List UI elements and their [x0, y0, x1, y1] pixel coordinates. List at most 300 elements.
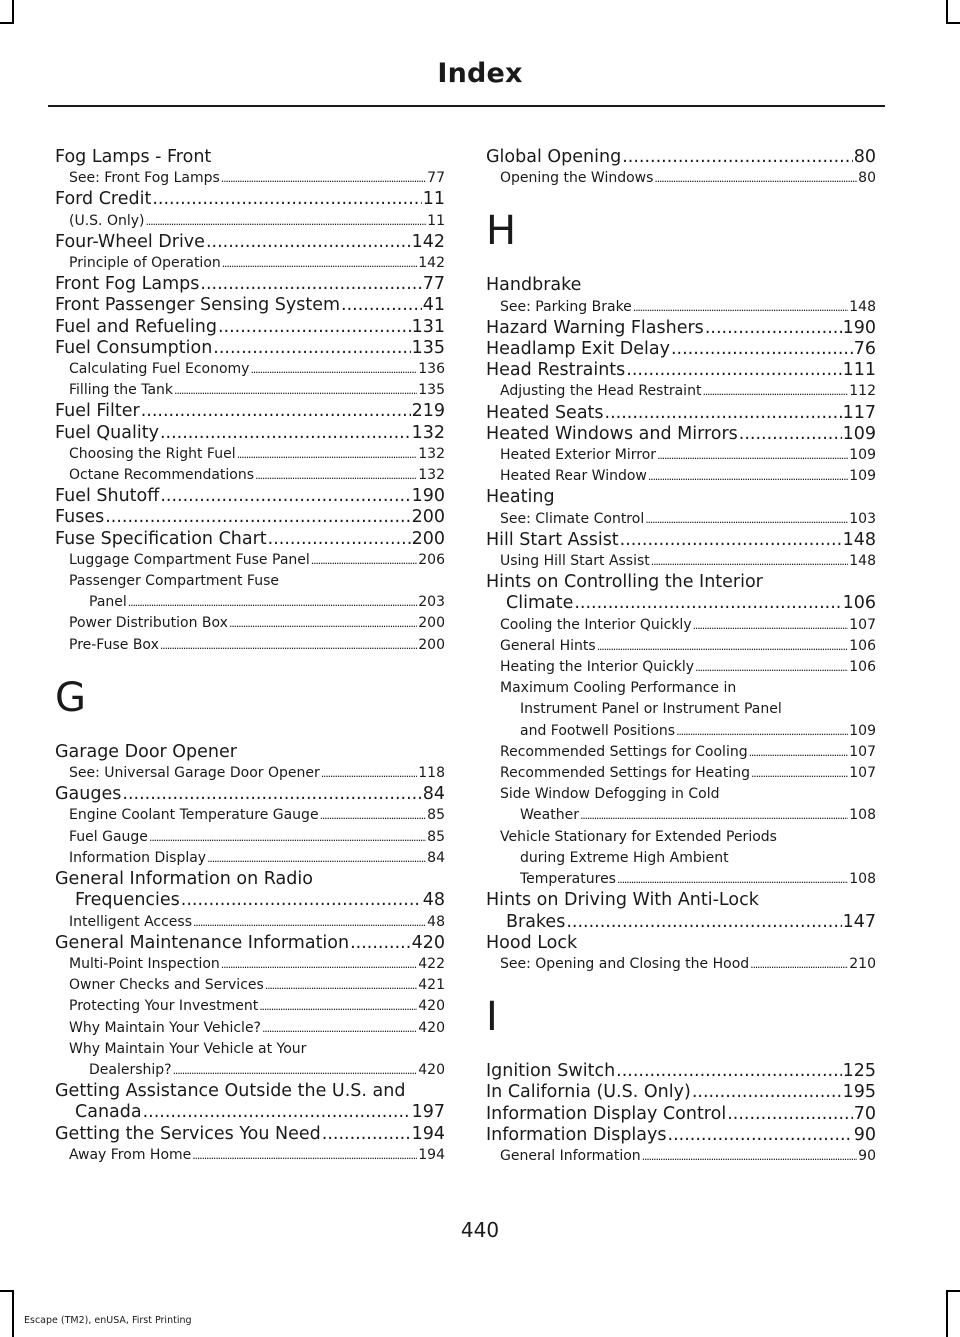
- page-ref: 200: [418, 636, 445, 653]
- entry-text: Intelligent Access: [69, 913, 193, 930]
- index-subentry: [486, 805, 876, 826]
- page-ref: 125: [842, 1061, 876, 1082]
- entry-text: Why Maintain Your Vehicle at Your: [69, 1040, 307, 1057]
- entry-text: Opening the Windows: [500, 170, 654, 187]
- dot-leader: [739, 424, 842, 445]
- entry-text: Fuel and Refueling: [55, 316, 217, 337]
- entry-text: Gauges: [55, 784, 122, 805]
- page-ref: 200: [418, 615, 445, 632]
- page-ref: 84: [427, 849, 445, 866]
- entry-text: Fuel Consumption: [55, 337, 213, 358]
- index-entry: [55, 1102, 445, 1123]
- index-entry: [55, 890, 445, 911]
- index-subentry: [486, 445, 876, 466]
- dot-leader: [128, 592, 417, 613]
- entry-text: Fog Lamps - Front: [55, 147, 212, 167]
- index-entry: [486, 147, 876, 168]
- index-entry: [486, 1082, 876, 1103]
- index-subentry: [55, 592, 445, 613]
- index-subentry: [55, 635, 445, 656]
- entry-text: See: Climate Control: [500, 510, 645, 527]
- entry-text: Passenger Compartment Fuse: [69, 573, 279, 590]
- index-subentry: [486, 763, 876, 784]
- dot-leader: [749, 742, 849, 763]
- dot-leader: [206, 232, 411, 253]
- page-ref: 136: [418, 361, 445, 378]
- entry-text: Fuse Specification Chart: [55, 528, 267, 549]
- entry-text: Hill Start Assist: [486, 529, 619, 550]
- dot-leader: [750, 954, 848, 975]
- entry-text: and Footwell Positions: [520, 722, 676, 739]
- entry-text: General Maintenance Information: [55, 932, 350, 953]
- entry-text: Ignition Switch: [486, 1061, 616, 1082]
- page-ref: 77: [427, 170, 445, 187]
- index-entry: [55, 1124, 445, 1145]
- dot-leader: [200, 274, 421, 295]
- dot-leader: [193, 912, 426, 933]
- index-subentry: [486, 636, 876, 657]
- dot-leader: [580, 805, 848, 826]
- entry-text: Fuel Quality: [55, 422, 159, 443]
- entry-text: Fuel Filter: [55, 401, 140, 422]
- page-ref: 197: [411, 1102, 445, 1123]
- page-ref: 421: [418, 977, 445, 994]
- index-subentry: [486, 784, 876, 805]
- entry-text: Head Restraints: [486, 360, 626, 381]
- page-ref: 112: [849, 383, 876, 400]
- index-column-right: [486, 147, 876, 1167]
- entry-text: General Information: [500, 1147, 641, 1164]
- page-ref: 420: [418, 998, 445, 1015]
- index-subentry: [55, 1018, 445, 1039]
- dot-leader: [320, 805, 427, 826]
- page-ref: 131: [411, 316, 445, 337]
- index-entry: [486, 318, 876, 339]
- index-subentry: [486, 551, 876, 572]
- index-entry: [486, 890, 876, 911]
- index-subentry: [55, 848, 445, 869]
- crop-mark: [12, 1290, 14, 1337]
- page-ref: 132: [418, 445, 445, 462]
- entry-text: Hints on Driving With Anti-Lock: [486, 890, 759, 911]
- page-ref: 108: [849, 871, 876, 888]
- index-subentry: [486, 297, 876, 318]
- dot-leader: [268, 529, 411, 550]
- entry-text: Garage Door Opener: [55, 741, 237, 762]
- page-ref: 420: [411, 932, 445, 953]
- dot-leader: [751, 763, 848, 784]
- page-ref: 90: [853, 1124, 876, 1145]
- entry-text: Maximum Cooling Performance in: [500, 680, 737, 697]
- crop-mark: [946, 1290, 948, 1337]
- dot-leader: [250, 359, 417, 380]
- index-entry: [55, 486, 445, 507]
- page-ref: 80: [858, 170, 876, 187]
- entry-text: Why Maintain Your Vehicle?: [69, 1019, 261, 1036]
- dot-leader: [668, 1125, 853, 1146]
- dot-leader: [255, 465, 417, 486]
- dot-leader: [259, 996, 417, 1017]
- dot-leader: [657, 445, 848, 466]
- entry-text: Information Display: [69, 849, 207, 866]
- index-subentry: [486, 721, 876, 742]
- entry-text: Heated Rear Window: [500, 468, 647, 485]
- dot-leader: [671, 339, 853, 360]
- entry-text: In California (U.S. Only): [486, 1082, 691, 1103]
- index-subentry: [55, 996, 445, 1017]
- dot-leader: [192, 1145, 417, 1166]
- dot-leader: [692, 1082, 842, 1103]
- dot-leader: [676, 721, 848, 742]
- index-subentry: [486, 869, 876, 890]
- index-subentry: [486, 657, 876, 678]
- dot-leader: [174, 380, 417, 401]
- entry-text: Frequencies: [75, 890, 180, 911]
- crop-mark: [946, 0, 948, 24]
- page-ref: 190: [842, 317, 876, 338]
- entry-text: Power Distribution Box: [69, 615, 228, 632]
- dot-leader: [181, 890, 422, 911]
- index-subentry: [55, 763, 445, 784]
- entry-text: Fuses: [55, 507, 105, 528]
- entry-text: See: Opening and Closing the Hood: [500, 955, 750, 972]
- index-entry: [486, 912, 876, 933]
- dot-leader: [218, 317, 411, 338]
- index-subentry: [486, 954, 876, 975]
- dot-leader: [620, 530, 842, 551]
- page-ref: 90: [858, 1147, 876, 1164]
- index-subentry: [55, 1145, 445, 1166]
- page-ref: 135: [411, 337, 445, 358]
- index-subentry: [55, 954, 445, 975]
- entry-text: Away From Home: [69, 1146, 192, 1163]
- entry-text: Heating the Interior Quickly: [500, 659, 695, 676]
- entry-text: See: Universal Garage Door Opener: [69, 765, 320, 782]
- index-entry: [55, 1081, 445, 1102]
- entry-text: Panel: [89, 594, 127, 611]
- index-entry: [55, 869, 445, 890]
- section-letter: G: [55, 674, 86, 721]
- entry-text: Cooling the Interior Quickly: [500, 616, 692, 633]
- dot-leader: [605, 403, 842, 424]
- entry-text: Headlamp Exit Delay: [486, 339, 670, 360]
- index-subentry: [486, 848, 876, 869]
- dot-leader: [616, 1061, 841, 1082]
- entry-text: Principle of Operation: [69, 255, 221, 272]
- index-subentry: [486, 168, 876, 189]
- page-ref: 109: [849, 447, 876, 464]
- page-ref: 85: [427, 807, 445, 824]
- page-ref: 118: [418, 765, 445, 782]
- page-title: Index: [437, 58, 523, 89]
- footer-text: Escape (TM2), enUSA, First Printing: [24, 1315, 192, 1326]
- page-ref: 206: [418, 551, 445, 568]
- entry-text: during Extreme High Ambient: [520, 849, 729, 866]
- entry-text: Dealership?: [89, 1061, 172, 1078]
- dot-leader: [213, 338, 410, 359]
- index-subentry: [55, 211, 445, 232]
- dot-leader: [173, 1060, 418, 1081]
- index-entry: [55, 295, 445, 316]
- dot-leader: [705, 318, 842, 339]
- dot-leader: [265, 975, 417, 996]
- page-ref: 200: [411, 528, 445, 549]
- index-subentry: [486, 615, 876, 636]
- index-subentry: [486, 509, 876, 530]
- page-ref: 132: [411, 422, 445, 443]
- page-ref: 422: [418, 955, 445, 972]
- entry-text: Getting the Services You Need: [55, 1123, 321, 1144]
- entry-text: Recommended Settings for Cooling: [500, 743, 748, 760]
- page-ref: 109: [842, 423, 876, 444]
- dot-leader: [122, 784, 421, 805]
- entry-text: Pre-Fuse Box: [69, 636, 159, 653]
- page-ref: 109: [849, 468, 876, 485]
- page-ref: 48: [422, 890, 445, 911]
- entry-text: (U.S. Only): [69, 212, 145, 229]
- index-entry: [486, 403, 876, 424]
- page-ref: 80: [853, 147, 876, 167]
- index-subentry: [55, 613, 445, 634]
- index-subentry: [55, 571, 445, 592]
- page-ref: 103: [849, 510, 876, 527]
- index-entry: [486, 1104, 876, 1125]
- index-entry: [486, 933, 876, 954]
- entry-text: See: Parking Brake: [500, 298, 632, 315]
- dot-leader: [642, 1146, 858, 1167]
- page-ref: 106: [849, 659, 876, 676]
- crop-mark: [0, 1290, 14, 1292]
- section-letter: H: [486, 208, 517, 255]
- entry-text: Multi-Point Inspection: [69, 955, 220, 972]
- entry-text: Owner Checks and Services: [69, 977, 264, 994]
- entry-text: Hood Lock: [486, 932, 578, 953]
- dot-leader: [221, 168, 426, 189]
- index-entry: [486, 275, 876, 296]
- entry-text: Ford Credit: [55, 189, 152, 210]
- index-entry: [486, 339, 876, 360]
- index-entry: [55, 401, 445, 422]
- index-entry: [55, 147, 445, 168]
- index-entry: [55, 933, 445, 954]
- dot-leader: [322, 1124, 411, 1145]
- crop-mark: [946, 1290, 960, 1292]
- page-ref: 132: [418, 467, 445, 484]
- dot-leader: [654, 168, 857, 189]
- entry-text: Temperatures: [520, 871, 616, 888]
- entry-text: Heated Windows and Mirrors: [486, 423, 738, 444]
- index-subentry: [55, 1039, 445, 1060]
- page-ref: 107: [849, 743, 876, 760]
- crop-mark: [946, 22, 960, 24]
- page-ref: 11: [422, 189, 445, 210]
- entry-text: Climate: [506, 593, 574, 614]
- dot-leader: [105, 507, 410, 528]
- dot-leader: [222, 253, 418, 274]
- page-ref: 148: [842, 529, 876, 550]
- page-ref: 219: [411, 401, 445, 422]
- crop-mark: [12, 0, 14, 24]
- page-ref: 148: [849, 298, 876, 315]
- index-subentry: [55, 550, 445, 571]
- dot-leader: [695, 657, 848, 678]
- page-ref: 420: [418, 1061, 445, 1078]
- page-ref: 190: [411, 486, 445, 507]
- entry-text: Weather: [520, 807, 579, 824]
- index-subentry: [486, 827, 876, 848]
- dot-leader: [141, 401, 411, 422]
- entry-text: General Hints: [500, 637, 596, 654]
- entry-text: Information Displays: [486, 1124, 667, 1145]
- dot-leader: [617, 869, 848, 890]
- page-ref: 108: [849, 807, 876, 824]
- entry-text: Front Fog Lamps: [55, 274, 200, 295]
- entry-text: Using Hill Start Assist: [500, 553, 650, 570]
- page-number: 440: [460, 1218, 500, 1242]
- entry-text: Hazard Warning Flashers: [486, 317, 704, 338]
- dot-leader: [633, 297, 848, 318]
- index-subentry: [55, 975, 445, 996]
- index-subentry: [486, 466, 876, 487]
- entry-text: Adjusting the Head Restraint: [500, 383, 702, 400]
- index-subentry: [486, 742, 876, 763]
- dot-leader: [145, 211, 426, 232]
- index-subentry: [55, 253, 445, 274]
- entry-text: Instrument Panel or Instrument Panel: [520, 701, 782, 718]
- index-entry: [55, 423, 445, 444]
- dot-leader: [622, 147, 853, 168]
- entry-text: Octane Recommendations: [69, 467, 255, 484]
- dot-leader: [693, 615, 849, 636]
- crop-mark: [0, 22, 14, 24]
- index-entry: [486, 593, 876, 614]
- page-ref: 111: [842, 360, 876, 381]
- index-subentry: [55, 912, 445, 933]
- index-subentry: [55, 827, 445, 848]
- dot-leader: [262, 1018, 417, 1039]
- dot-leader: [645, 509, 848, 530]
- index-entry: [55, 338, 445, 359]
- index-entry: [486, 572, 876, 593]
- page-ref: 107: [849, 765, 876, 782]
- index-entry: [486, 487, 876, 508]
- page-ref: 106: [849, 637, 876, 654]
- entry-text: Engine Coolant Temperature Gauge: [69, 807, 319, 824]
- entry-text: Fuel Gauge: [69, 828, 148, 845]
- index-subentry: [55, 444, 445, 465]
- index-entry: [55, 232, 445, 253]
- page-ref: 106: [842, 593, 876, 614]
- dot-leader: [648, 466, 848, 487]
- entry-text: Handbrake: [486, 275, 582, 296]
- dot-leader: [237, 444, 418, 465]
- index-entry: [55, 189, 445, 210]
- page-ref: 11: [427, 212, 445, 229]
- dot-leader: [221, 954, 417, 975]
- index-subentry: [486, 699, 876, 720]
- entry-text: Four-Wheel Drive: [55, 231, 205, 252]
- index-entry: [486, 424, 876, 445]
- page-ref: 70: [853, 1103, 876, 1124]
- entry-text: Heated Exterior Mirror: [500, 447, 657, 464]
- page-ref: 117: [842, 402, 876, 423]
- dot-leader: [311, 550, 417, 571]
- page-ref: 194: [418, 1146, 445, 1163]
- entry-text: Heating: [486, 487, 555, 508]
- entry-text: Canada: [75, 1102, 142, 1123]
- dot-leader: [626, 360, 841, 381]
- page-ref: 194: [411, 1123, 445, 1144]
- dot-leader: [149, 827, 426, 848]
- page-ref: 84: [422, 784, 445, 805]
- index-entry: [486, 1061, 876, 1082]
- dot-leader: [574, 593, 841, 614]
- entry-text: Protecting Your Investment: [69, 998, 259, 1015]
- index-subentry: [486, 1146, 876, 1167]
- index-entry: [55, 507, 445, 528]
- dot-leader: [321, 763, 418, 784]
- index-entry: [55, 274, 445, 295]
- dot-leader: [160, 635, 417, 656]
- index-entry: [55, 529, 445, 550]
- entry-text: Front Passenger Sensing System: [55, 295, 341, 316]
- entry-text: Calculating Fuel Economy: [69, 361, 250, 378]
- entry-text: Fuel Shutoff: [55, 486, 160, 507]
- page-ref: 77: [422, 274, 445, 295]
- entry-text: Side Window Defogging in Cold: [500, 786, 720, 803]
- dot-leader: [207, 848, 426, 869]
- page-ref: 147: [842, 911, 876, 932]
- entry-text: General Information on Radio: [55, 869, 313, 890]
- page-ref: 142: [411, 231, 445, 252]
- dot-leader: [727, 1104, 853, 1125]
- dot-leader: [597, 636, 849, 657]
- dot-leader: [229, 613, 417, 634]
- dot-leader: [350, 933, 411, 954]
- section-letter: I: [486, 994, 498, 1041]
- entry-text: Choosing the Right Fuel: [69, 445, 236, 462]
- entry-text: Luggage Compartment Fuse Panel: [69, 551, 310, 568]
- index-entry: [55, 317, 445, 338]
- entry-text: Brakes: [506, 911, 566, 932]
- dot-leader: [341, 295, 422, 316]
- dot-leader: [566, 912, 841, 933]
- page-ref: 41: [422, 295, 445, 316]
- page-ref: 200: [411, 507, 445, 528]
- index-entry: [486, 530, 876, 551]
- index-subentry: [55, 1060, 445, 1081]
- entry-text: Vehicle Stationary for Extended Periods: [500, 828, 777, 845]
- index-subentry: [55, 805, 445, 826]
- page-ref: 109: [849, 722, 876, 739]
- entry-text: Information Display Control: [486, 1103, 727, 1124]
- page-ref: 142: [418, 255, 445, 272]
- page-ref: 85: [427, 828, 445, 845]
- index-subentry: [55, 359, 445, 380]
- entry-text: Global Opening: [486, 147, 622, 167]
- entry-text: Hints on Controlling the Interior: [486, 572, 763, 593]
- index-entry: [55, 784, 445, 805]
- dot-leader: [152, 189, 421, 210]
- index-subentry: [486, 381, 876, 402]
- page-ref: 107: [849, 616, 876, 633]
- page-ref: 195: [842, 1082, 876, 1103]
- page-ref: 203: [418, 594, 445, 611]
- entry-text: Heated Seats: [486, 402, 604, 423]
- entry-text: Filling the Tank: [69, 382, 174, 399]
- index-entry: [55, 742, 445, 763]
- index-entry: [486, 1125, 876, 1146]
